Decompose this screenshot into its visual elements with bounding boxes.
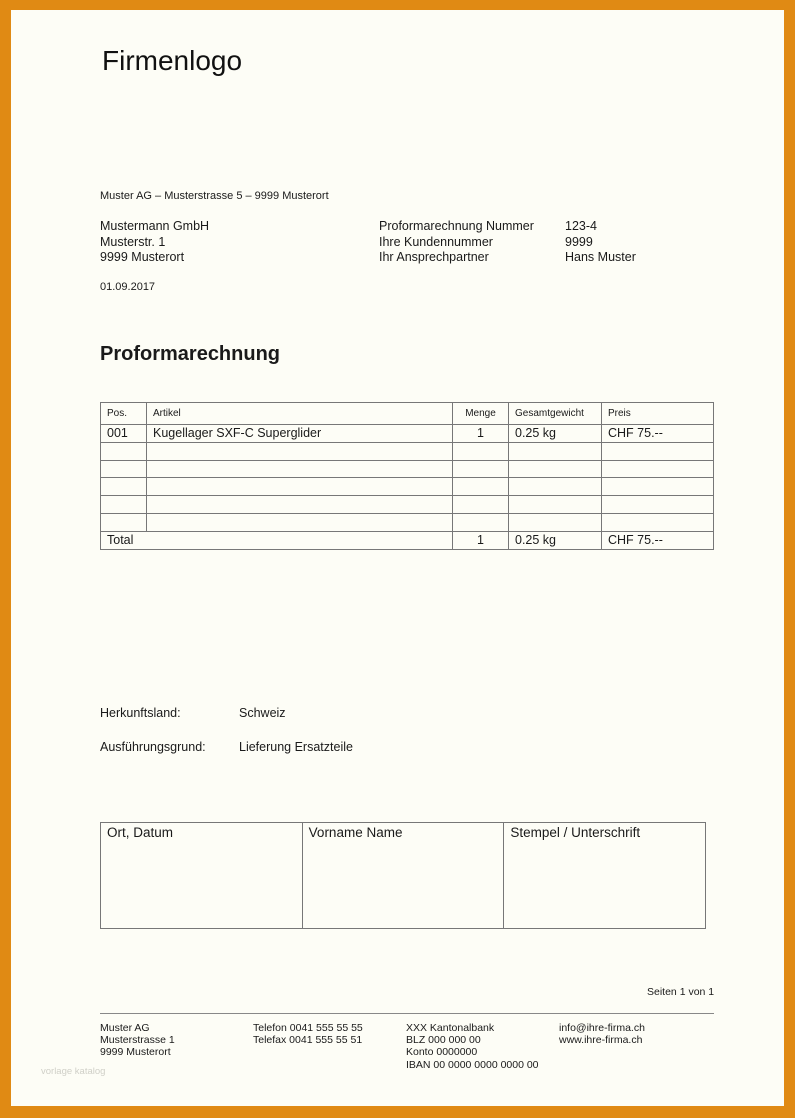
signature-field-stempel: Stempel / Unterschrift	[510, 825, 641, 840]
table-cell: 0.25 kg	[509, 425, 602, 443]
info-row-grund	[100, 740, 353, 754]
table-cell	[509, 513, 602, 531]
meta-row	[379, 235, 636, 251]
recipient-line: Mustermann GmbH	[100, 219, 210, 233]
table-cell: CHF 75.--	[602, 425, 714, 443]
table-cell	[453, 496, 509, 514]
table-cell	[453, 513, 509, 531]
items-table	[100, 402, 714, 550]
footer-line: Musterstrasse 1	[100, 1034, 175, 1047]
meta-value: 123-4	[565, 219, 597, 233]
document-title: Proformarechnung	[100, 343, 281, 365]
table-cell	[147, 513, 453, 531]
table-row	[101, 496, 714, 514]
table-cell	[509, 496, 602, 514]
footer-contact	[559, 1022, 645, 1046]
meta-value: Hans Muster	[565, 250, 636, 264]
recipient-address	[100, 219, 209, 266]
footer-phone	[253, 1022, 363, 1046]
footer-divider	[100, 1013, 714, 1014]
recipient-line: Musterstr. 1	[100, 234, 166, 249]
footer-line: www.ihre-firma.ch	[559, 1034, 643, 1047]
total-label: Total	[101, 531, 453, 549]
invoice-meta	[379, 219, 636, 266]
footer-line: IBAN 00 0000 0000 0000 00	[406, 1058, 539, 1071]
meta-label: Ihre Kundennummer	[379, 234, 493, 249]
footer-line: Telefon 0041 555 55 55	[253, 1022, 363, 1034]
table-cell	[453, 442, 509, 460]
column-header-preis: Preis	[602, 403, 714, 425]
footer-line: info@ihre-firma.ch	[559, 1022, 645, 1034]
signature-box	[100, 822, 706, 929]
table-cell	[147, 478, 453, 496]
table-cell	[602, 496, 714, 514]
recipient-line: 9999 Musterort	[100, 250, 185, 264]
column-header-menge: Menge	[453, 403, 509, 425]
table-cell	[147, 442, 453, 460]
table-cell: 1	[453, 425, 509, 443]
page-number: Seiten 1 von 1	[647, 986, 715, 998]
info-value: Lieferung Ersatzteile	[239, 740, 353, 754]
table-row	[101, 513, 714, 531]
table-header-row	[101, 403, 714, 425]
footer-bank	[406, 1022, 539, 1071]
table-cell	[509, 478, 602, 496]
info-label: Ausführungsgrund:	[100, 740, 206, 754]
meta-row	[379, 250, 636, 266]
total-gewicht: 0.25 kg	[509, 531, 602, 549]
table-cell	[101, 496, 147, 514]
footer-line: 9999 Musterort	[100, 1046, 171, 1059]
footer-line: BLZ 000 000 00	[406, 1034, 481, 1047]
footer-company	[100, 1022, 175, 1059]
meta-label: Ihr Ansprechpartner	[379, 250, 489, 264]
table-cell	[147, 460, 453, 478]
table-cell: 001	[101, 425, 147, 443]
footer-line: Muster AG	[100, 1022, 150, 1034]
table-row	[101, 425, 714, 443]
table-cell	[602, 478, 714, 496]
table-cell	[101, 442, 147, 460]
sender-line: Muster AG – Musterstrasse 5 – 9999 Musterort	[100, 190, 329, 202]
table-total-row	[101, 531, 714, 549]
info-label: Herkunftsland:	[100, 706, 181, 720]
table-cell	[602, 513, 714, 531]
total-menge: 1	[453, 531, 509, 549]
table-cell: Kugellager SXF-C Superglider	[147, 425, 453, 443]
company-logo: Firmenlogo	[102, 45, 243, 76]
document-date: 01.09.2017	[100, 281, 156, 293]
table-cell	[147, 496, 453, 514]
table-cell	[101, 460, 147, 478]
table-cell	[101, 478, 147, 496]
table-cell	[602, 460, 714, 478]
signature-field-ort-datum: Ort, Datum	[101, 823, 303, 928]
footer-line: XXX Kantonalbank	[406, 1022, 495, 1034]
table-cell	[101, 513, 147, 531]
signature-field-name: Vorname Name	[303, 823, 505, 928]
table-cell	[453, 478, 509, 496]
table-row	[101, 442, 714, 460]
table-cell	[509, 460, 602, 478]
table-cell	[509, 442, 602, 460]
watermark: vorlage katalog	[41, 1066, 106, 1077]
table-cell	[453, 460, 509, 478]
footer-line: Telefax 0041 555 55 51	[253, 1034, 363, 1047]
meta-row	[379, 219, 636, 235]
info-value: Schweiz	[239, 706, 286, 720]
column-header-gewicht: Gesamtgewicht	[509, 403, 602, 425]
info-row-herkunft	[100, 706, 286, 720]
column-header-artikel: Artikel	[147, 403, 453, 425]
table-row	[101, 460, 714, 478]
meta-label: Proformarechnung Nummer	[379, 219, 534, 233]
column-header-pos: Pos.	[101, 403, 147, 425]
footer-line: Konto 0000000	[406, 1046, 478, 1059]
table-row	[101, 478, 714, 496]
meta-value: 9999	[565, 234, 593, 249]
table-cell	[602, 442, 714, 460]
document-page	[11, 10, 784, 1106]
total-preis: CHF 75.--	[602, 531, 714, 549]
